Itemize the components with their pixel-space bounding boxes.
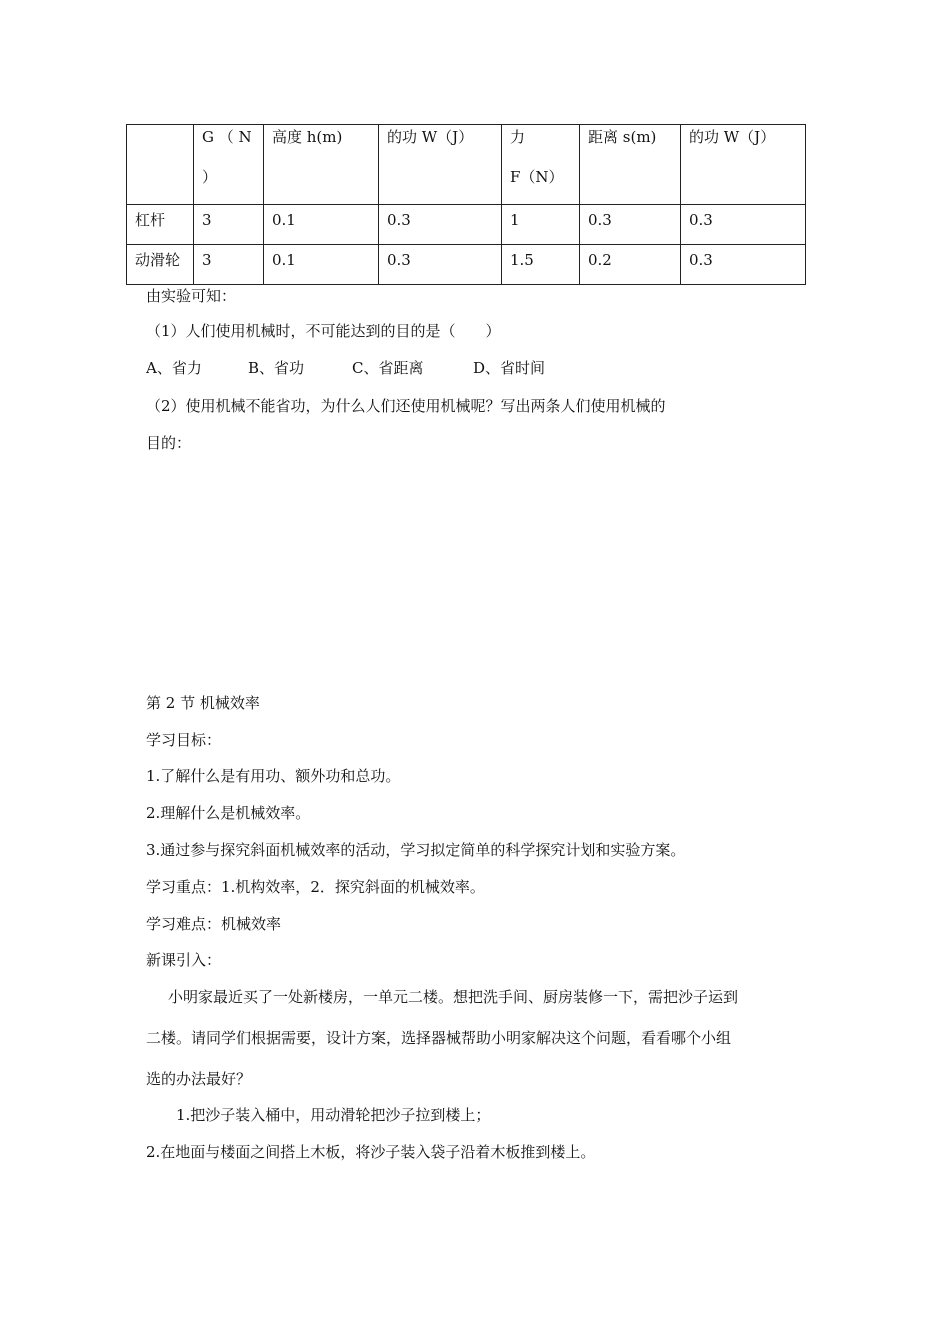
- header-cell: 距离 s(m): [580, 125, 681, 205]
- method-2: 2.在地面与楼面之间搭上木板，将沙子装入袋子沿着木板推到楼上。: [146, 1143, 596, 1161]
- table-cell: 3: [194, 205, 264, 245]
- header-cell: [127, 125, 194, 205]
- table-cell: 0.1: [264, 205, 379, 245]
- section-title: 第 2 节 机械效率: [146, 694, 260, 712]
- table-cell: 1: [502, 205, 580, 245]
- intro-line-3: 选的办法最好？: [146, 1070, 252, 1088]
- table-row: [127, 205, 806, 245]
- table-cell: 0.1: [264, 245, 379, 285]
- table-cell: 0.3: [681, 245, 806, 285]
- question-2-line-2: 目的：: [146, 434, 192, 452]
- option-d: D、省时间: [473, 359, 546, 377]
- table-cell: 0.2: [580, 245, 681, 285]
- intro-line-2: 二楼。请同学们根据需要，设计方案，选择器械帮助小明家解决这个问题，看看哪个小组: [146, 1029, 732, 1047]
- experiment-data-table: [126, 124, 806, 285]
- header-cell: 的功 W（J）: [379, 125, 502, 205]
- key-points: 学习重点：1.机构效率，2．探究斜面的机械效率。: [146, 878, 485, 896]
- header-cell: 力 F（N）: [502, 125, 580, 205]
- method-1: 1.把沙子装入桶中，用动滑轮把沙子拉到楼上；: [176, 1106, 491, 1124]
- header-cell: G （ N ）: [194, 125, 264, 205]
- question-2-line-1: （2）使用机械不能省功，为什么人们还使用机械呢？写出两条人们使用机械的: [146, 397, 666, 415]
- intro-label: 新课引入：: [146, 951, 222, 969]
- option-a: A、省力: [146, 359, 202, 377]
- table-header-row: [127, 125, 806, 205]
- objective-1: 1.了解什么是有用功、额外功和总功。: [146, 767, 401, 785]
- objectives-label: 学习目标：: [146, 731, 222, 749]
- conclusion-intro: 由实验可知：: [146, 287, 237, 305]
- objective-3: 3.通过参与探究斜面机械效率的活动，学习拟定简单的科学探究计划和实验方案。: [146, 841, 686, 859]
- table-cell: 0.3: [379, 245, 502, 285]
- header-cell: 的功 W（J）: [681, 125, 806, 205]
- option-c: C、省距离: [352, 359, 424, 377]
- table-cell: 0.3: [681, 205, 806, 245]
- option-b: B、省功: [248, 359, 305, 377]
- header-cell: 高度 h(m): [264, 125, 379, 205]
- question-1: （1）人们使用机械时，不可能达到的目的是（ ）: [146, 322, 501, 340]
- difficulty: 学习难点：机械效率: [146, 915, 282, 933]
- table-cell: 3: [194, 245, 264, 285]
- table-cell: 杠杆: [127, 205, 194, 245]
- table-cell: 动滑轮: [127, 245, 194, 285]
- table-row: [127, 245, 806, 285]
- intro-line-1: 小明家最近买了一处新楼房，一单元二楼。想把洗手间、厨房装修一下，需把沙子运到: [168, 988, 739, 1006]
- table-cell: 0.3: [379, 205, 502, 245]
- objective-2: 2.理解什么是机械效率。: [146, 804, 311, 822]
- table-cell: 1.5: [502, 245, 580, 285]
- table-cell: 0.3: [580, 205, 681, 245]
